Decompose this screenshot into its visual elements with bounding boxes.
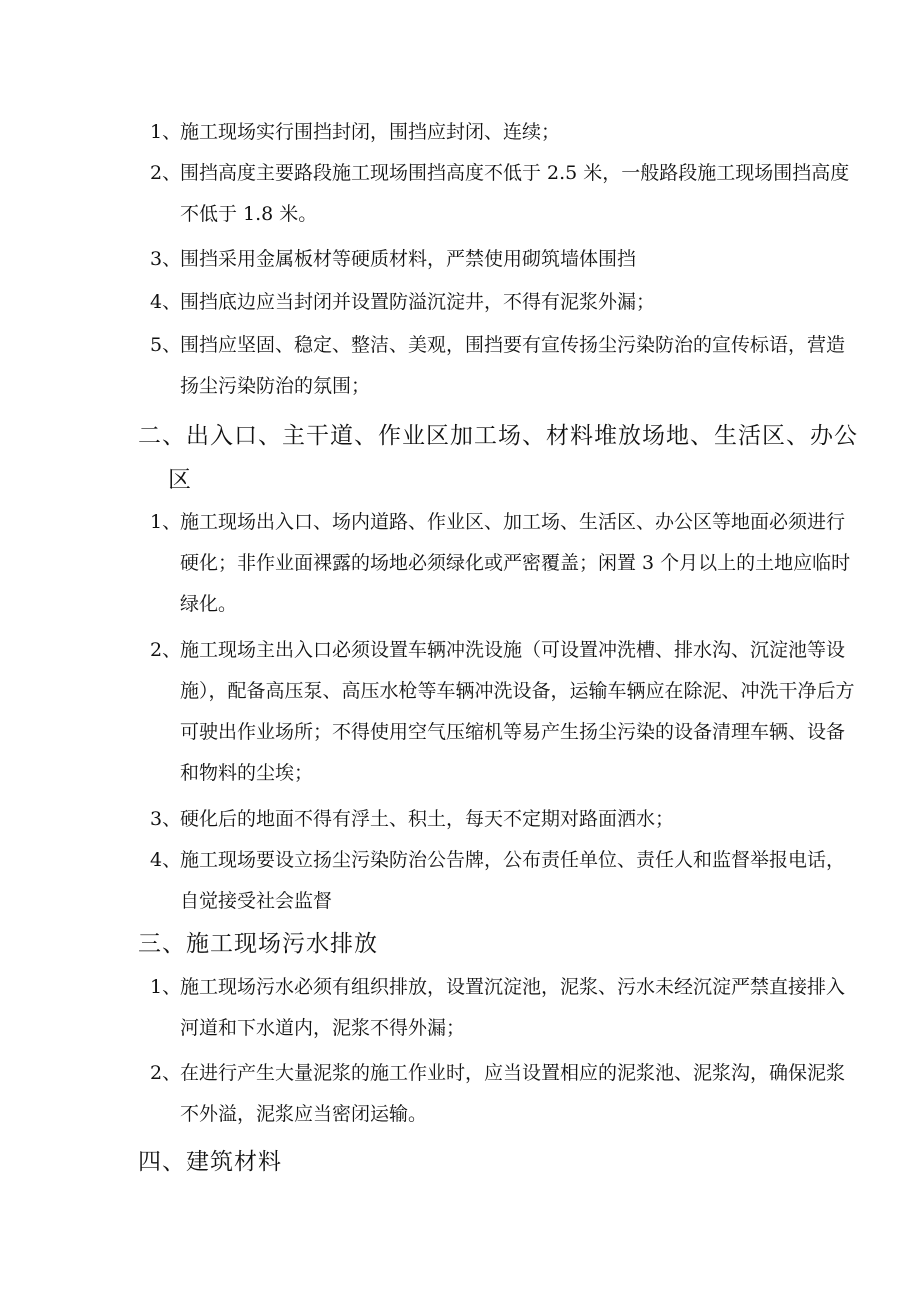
item-number: 2、 (150, 1062, 182, 1084)
list-item (150, 967, 860, 1049)
item-text: 围挡底边应当封闭并设置防溢沉淀井，不得有泥浆外漏； (180, 291, 656, 313)
list-item (150, 239, 860, 280)
item-number: 4、 (150, 849, 182, 871)
item-text: 施工现场实行围挡封闭，围挡应封闭、连续； (180, 121, 561, 143)
item-text: 施工现场要设立扬尘污染防治公告牌，公布责任单位、责任人和监督举报电话，自觉接受社会监督 (180, 849, 846, 912)
list-item (150, 840, 860, 922)
section-heading: 二、出入口、主干道、作业区加工场、材料堆放场地、生活区、办公区 (138, 423, 858, 493)
list-item (150, 1053, 860, 1135)
item-number: 2、 (150, 162, 182, 184)
item-number: 2、 (150, 639, 182, 661)
item-text: 围挡高度主要路段施工现场围挡高度不低于 2.5 米，一般路段施工现场围挡高度不低于 1.8 米。 (180, 162, 850, 225)
item-text: 围挡采用金属板材等硬质材料，严禁使用砌筑墙体围挡 (180, 248, 637, 270)
list-item (150, 502, 860, 625)
item-text: 在进行产生大量泥浆的施工作业时，应当设置相应的泥浆池、泥浆沟，确保泥浆不外溢，泥浆应当密闭运输。 (180, 1062, 846, 1125)
list-item (150, 112, 860, 153)
item-text: 施工现场出入口、场内道路、作业区、加工场、生活区、办公区等地面必须进行硬化；非作业面裸露的场地必须绿化或严密覆盖；闲置 3 个月以上的土地应临时绿化。 (180, 511, 851, 615)
item-number: 1、 (150, 976, 182, 998)
list-item (150, 153, 860, 235)
item-text: 施工现场主出入口必须设置车辆冲洗设施（可设置冲洗槽、排水沟、沉淀池等设施），配备高压泵、高压水枪等车辆冲洗设备，运输车辆应在除泥、冲洗干净后方可驶出作业场所；不得使用空气压缩机等易产生扬尘污染的设备清理车辆、设备和物料的尘埃； (180, 639, 855, 784)
item-number: 5、 (150, 334, 182, 356)
item-text: 围挡应坚固、稳定、整洁、美观，围挡要有宣传扬尘污染防治的宣传标语，营造扬尘污染防治的氛围； (180, 334, 846, 397)
list-item (150, 799, 860, 840)
item-number: 1、 (150, 511, 182, 533)
item-number: 4、 (150, 291, 182, 313)
item-number: 1、 (150, 121, 182, 143)
section-heading: 三、施工现场污水排放 (138, 931, 378, 957)
list-item (150, 282, 860, 323)
section-heading: 四、建筑材料 (138, 1149, 282, 1175)
item-text: 施工现场污水必须有组织排放，设置沉淀池，泥浆、污水未经沉淀严禁直接排入河道和下水道内，泥浆不得外漏； (180, 976, 846, 1039)
list-item (150, 325, 860, 407)
list-item (150, 630, 860, 794)
item-text: 硬化后的地面不得有浮土、积土，每天不定期对路面洒水； (180, 808, 675, 830)
item-number: 3、 (150, 808, 182, 830)
item-number: 3、 (150, 248, 182, 270)
